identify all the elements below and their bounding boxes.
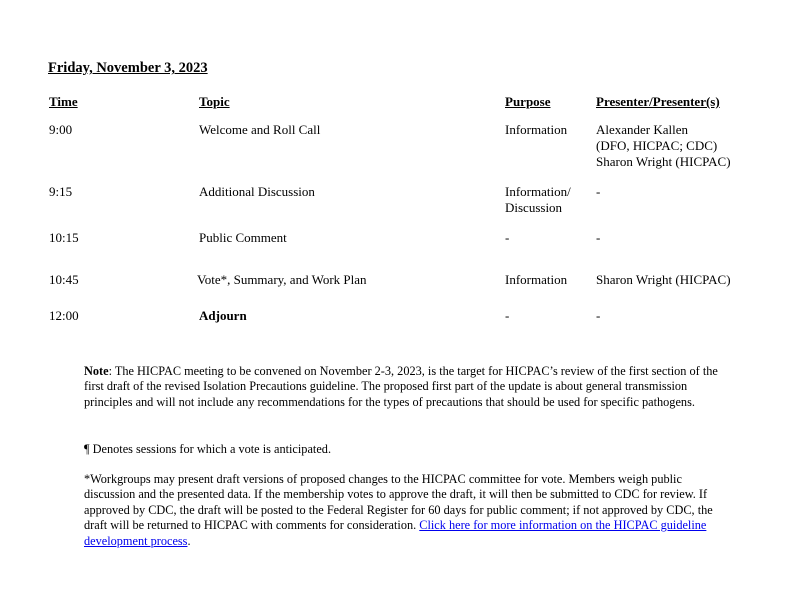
presenter-line: Sharon Wright (HICPAC)	[596, 154, 731, 169]
purpose-line: Discussion	[505, 200, 563, 215]
agenda-date-heading: Friday, November 3, 2023	[48, 60, 208, 76]
column-header-time: Time	[49, 94, 78, 109]
row-time: 9:00	[49, 122, 73, 137]
row-topic: Public Comment	[199, 230, 287, 245]
purpose-line: Information	[505, 272, 568, 287]
vote-legend-paragraph: ¶ Denotes sessions for which a vote is anticipated.	[84, 442, 332, 456]
row-topic: Additional Discussion	[199, 184, 315, 199]
column-header-purpose: Purpose	[505, 94, 551, 109]
presenter-line: Sharon Wright (HICPAC)	[596, 272, 731, 287]
row-presenter	[596, 122, 731, 170]
presenter-line: (DFO, HICPAC; CDC)	[596, 138, 718, 153]
workgroup-paragraph	[84, 472, 724, 549]
note-label: Note	[84, 364, 109, 378]
row-presenter	[596, 184, 600, 200]
row-purpose	[505, 122, 567, 138]
purpose-line: -	[505, 308, 510, 323]
row-presenter	[596, 230, 600, 246]
purpose-line: Information	[505, 122, 568, 137]
row-purpose	[505, 308, 509, 324]
note-text: : The HICPAC meeting to be convened on November 2-3, 2023, is the target for HICPAC’s review of the first section of the first draft of the revised Isolation Precautions guideline. The proposed first part of the update is about general transmission principles and will not include any recommendations for the types of precautions that should be used for specific pathogens.	[84, 364, 718, 409]
row-time: 10:45	[49, 272, 79, 287]
workgroup-suffix: .	[187, 533, 191, 548]
presenter-line: Alexander Kallen	[596, 122, 689, 137]
row-topic: Welcome and Roll Call	[199, 122, 321, 137]
row-topic: Adjourn	[199, 308, 247, 323]
presenter-line: -	[596, 184, 601, 199]
column-header-presenter: Presenter/Presenter(s)	[596, 94, 720, 109]
row-purpose	[505, 272, 567, 288]
row-time: 9:15	[49, 184, 73, 199]
row-topic: Vote*, Summary, and Work Plan	[197, 272, 367, 287]
purpose-line: -	[505, 230, 510, 245]
row-purpose	[505, 230, 509, 246]
guideline-process-link[interactable]: Click here for more information on the HICPAC guideline development process	[84, 518, 707, 548]
row-time: 10:15	[49, 230, 79, 245]
workgroup-text: *Workgroups may present draft versions of proposed changes to the HICPAC committee for vote. Members weigh public discussion and the presented data. If the membership votes to approve the draft, it will then be submitted to CDC for review. If approved by CDC, the draft will be posted to the Federal Register for 60 days for public comment; if not approved by CDC, the draft will be returned to HICPAC with comments for consideration.	[84, 472, 713, 533]
row-presenter	[596, 272, 731, 288]
column-header-topic: Topic	[199, 94, 230, 109]
row-time: 12:00	[49, 308, 79, 323]
row-purpose	[505, 184, 571, 216]
purpose-line: Information/	[505, 184, 571, 199]
note-paragraph	[84, 364, 724, 410]
presenter-line: -	[596, 308, 601, 323]
row-presenter	[596, 308, 600, 324]
presenter-line: -	[596, 230, 601, 245]
